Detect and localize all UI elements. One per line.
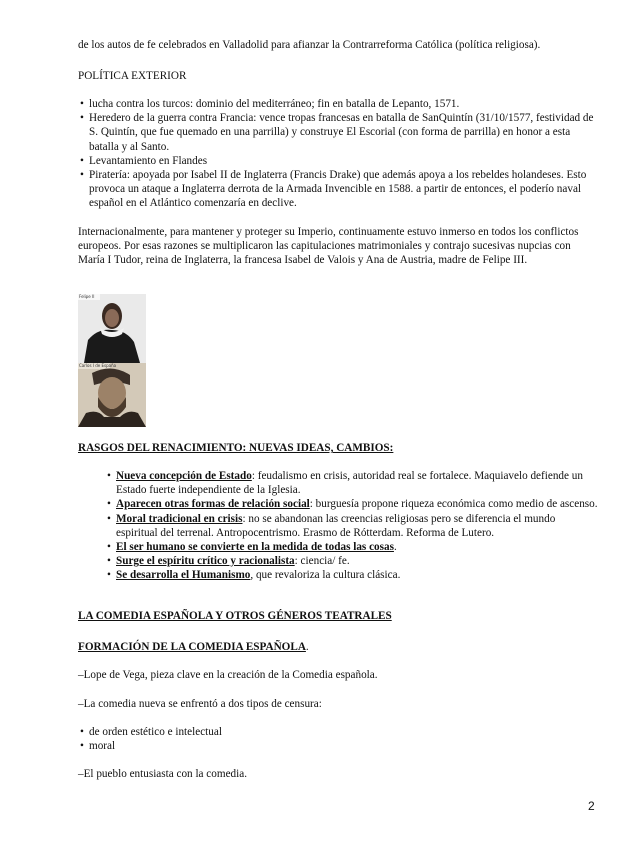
list-item-term: Nueva concepción de Estado xyxy=(116,470,252,482)
portrait-carlos-i-drawing xyxy=(78,363,146,427)
list-item-term: Aparecen otras formas de relación social xyxy=(116,498,310,511)
list-item xyxy=(106,469,598,497)
list-item xyxy=(106,554,598,568)
portrait-felipe-ii xyxy=(78,294,146,363)
list-item xyxy=(106,497,598,511)
politica-exterior-list xyxy=(78,97,598,211)
list-item: • Piratería: apoyada por Isabel II de Inglaterra (Francis Drake) que además apoya a los rebeldes holandeses. Esto provoca un ataque a Inglaterra derrota de la Armada Invencible en 1588. a partir de entonces, el poderío naval español en el Atlántico comenzaría en declive. xyxy=(78,168,598,211)
portrait-carlos-i xyxy=(78,363,146,427)
comedia-line-censura: –La comedia nueva se enfrentó a dos tipos de censura: xyxy=(78,698,322,710)
list-item-text: : no se abandonan las creencias religiosas pero se diferencia el mundo espiritual del terrenal. Antropocentrismo. Erasmo de Rótterdam. Reforma de Lutero. xyxy=(116,512,556,539)
comedia-subheading xyxy=(78,640,598,654)
politica-exterior-heading: POLÍTICA EXTERIOR xyxy=(78,70,187,82)
list-item: • lucha contra los turcos: dominio del mediterráneo; fin en batalla de Lepanto, 1571. xyxy=(78,97,598,111)
renacimiento-heading: RASGOS DEL RENACIMIENTO: NUEVAS IDEAS, CAMBIOS: xyxy=(78,442,394,454)
list-item-term: El ser humano se convierte en la medida de todas las cosas xyxy=(116,541,394,554)
comedia-subheading-suffix: . xyxy=(305,641,309,653)
list-item-text: , que revaloriza la cultura clásica. xyxy=(250,569,401,582)
list-item-term: Se desarrolla el Humanismo xyxy=(116,569,251,582)
internacional-paragraph: Internacionalmente, para mantener y proteger su Imperio, continuamente estuvo inmerso en todos los conflictos europeos. Por esas razones se multiplicaron las capitulaciones matrimoniales y contrajo sucesivas nupcias con María I Tudor, reina de Inglaterra, la francesa Isabel de Valois y Ana de Austria, madre de Felipe III. xyxy=(78,226,579,267)
list-item-text: : feudalismo en crisis, autoridad real se fortalece. Maquiavelo defiende un Estado fuerte independiente de la Iglesia. xyxy=(116,470,583,497)
portrait-felipe-ii-caption: Felipe II xyxy=(79,294,95,299)
list-item: • Levantamiento en Flandes xyxy=(78,154,598,168)
comedia-line-lope: –Lope de Vega, pieza clave en la creación de la Comedia española. xyxy=(78,669,378,681)
list-item xyxy=(106,512,598,540)
list-item xyxy=(106,540,598,554)
list-item-term: Moral tradicional en crisis xyxy=(116,512,243,525)
comedia-line-pueblo: –El pueblo entusiasta con la comedia. xyxy=(78,768,248,780)
portrait-felipe-ii-drawing xyxy=(78,294,146,363)
list-item-text: : burguesía propone riqueza económica como medio de ascenso. xyxy=(309,498,598,511)
renacimiento-list xyxy=(106,469,598,583)
list-item xyxy=(106,568,598,582)
list-item: • de orden estético e intelectual xyxy=(78,725,598,739)
list-item: • moral xyxy=(78,739,598,753)
list-item-text: . xyxy=(393,541,397,554)
portrait-carlos-i-caption: Carlos I de España xyxy=(79,363,117,368)
list-item-term: Surge el espíritu crítico y racionalista xyxy=(116,555,295,568)
page-number: 2 xyxy=(588,799,595,813)
list-item-text: : ciencia/ fe. xyxy=(294,555,350,568)
comedia-heading: LA COMEDIA ESPAÑOLA Y OTROS GÉNEROS TEATRALES xyxy=(78,610,392,622)
censura-list xyxy=(78,725,598,753)
comedia-subheading-text: FORMACIÓN DE LA COMEDIA ESPAÑOLA xyxy=(78,641,306,653)
intro-line: de los autos de fe celebrados en Valladolid para afianzar la Contrarreforma Católica (política religiosa). xyxy=(78,39,541,51)
list-item: • Heredero de la guerra contra Francia: vence tropas francesas en batalla de SanQuintín (31/10/1577, festividad de S. Quintín, que fue quemado en una parrilla) y construye El Escorial (con forma de parrilla) en honor a esta batalla y al Santo. xyxy=(78,111,598,154)
